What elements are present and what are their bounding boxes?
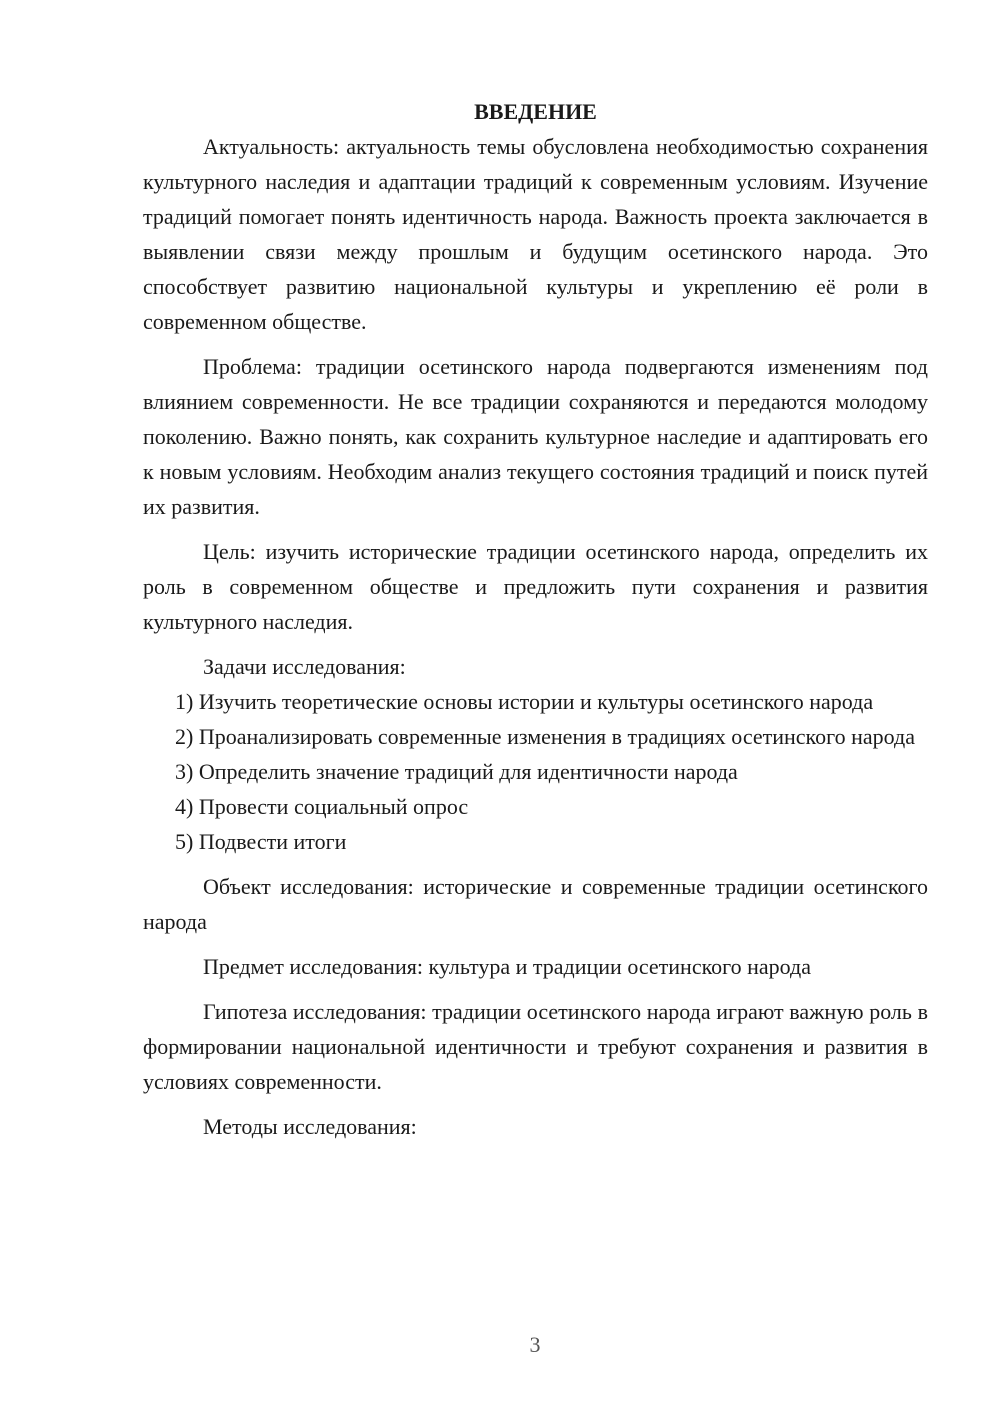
page-number: 3 (529, 1332, 541, 1357)
task-item-5: 5) Подвести итоги (175, 829, 347, 854)
paragraph-problem: Проблема: традиции осетинского народа подвергаются изменениям под влиянием современности. Не все традиции сохраняются и передаются молодому поколению. Важно понять, как сохранить культурное наследие и адаптировать его к новым условиям. Необходим анализ текущего состояния традиций и поиск путей их развития. (143, 354, 928, 519)
task-item-2: 2) Проанализировать современные изменения в традициях осетинского народа (175, 724, 915, 749)
task-item-3: 3) Определить значение традиций для идентичности народа (175, 759, 738, 784)
paragraph-object: Объект исследования: исторические и современные традиции осетинского народа (143, 874, 928, 934)
paragraph-relevance: Актуальность: актуальность темы обусловлена необходимостью сохранения культурного наследия и адаптации традиций к современным условиям. Изучение традиций помогает понять идентичность народа. Важность проекта заключается в выявлении связи между прошлым и будущим осетинского народа. Это способствует развитию национальной культуры и укреплению её роли в современном обществе. (143, 134, 928, 334)
document-title: ВВЕДЕНИЕ (474, 99, 597, 124)
methods-heading: Методы исследования: (203, 1114, 417, 1139)
tasks-heading: Задачи исследования: (203, 654, 406, 679)
document-page (143, 92, 928, 1144)
task-item-1: 1) Изучить теоретические основы истории и культуры осетинского народа (175, 689, 874, 714)
paragraph-subject: Предмет исследования: культура и традиции осетинского народа (203, 954, 812, 979)
paragraph-goal: Цель: изучить исторические традиции осетинского народа, определить их роль в современном обществе и предложить пути сохранения и развития культурного наследия. (143, 539, 928, 634)
task-item-4: 4) Провести социальный опрос (175, 794, 469, 819)
paragraph-hypothesis: Гипотеза исследования: традиции осетинского народа играют важную роль в формировании национальной идентичности и требуют сохранения и развития в условиях современности. (143, 999, 928, 1094)
